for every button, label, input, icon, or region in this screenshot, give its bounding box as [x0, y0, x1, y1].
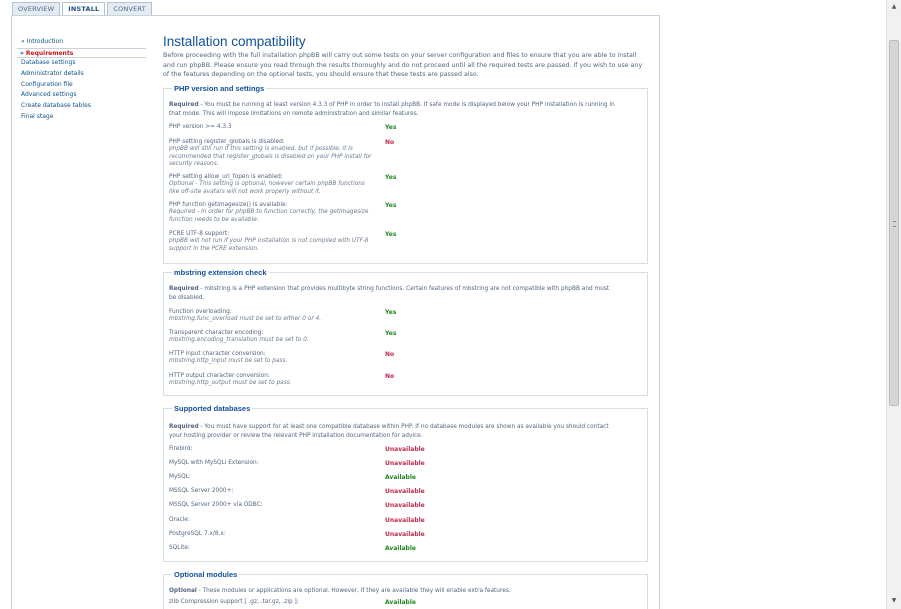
- page-content: [163, 34, 650, 80]
- menu-item-advanced-settings[interactable]: [17, 90, 144, 101]
- vertical-scrollbar[interactable]: [886, 0, 901, 609]
- description-text: - You must have support for at least one compatible database within PHP. If no database modules are shown as available you should contact your hosting provider or review the relevant PHP installation documentation for advice.: [169, 424, 609, 439]
- page-intro: Before proceeding with the full installation phpBB will carry out some tests on your server configuration and files to ensure that you are able to install and run phpBB. Please ensure you read through the results thoroughly and do not proceed until all the required tests are passed. If you wish to use any of the features depending on the optional tests, you should ensure that these tests are passed also.: [163, 52, 643, 78]
- description-text: - These modules or applications are optional. However, if they are available they will enable extra features.: [196, 588, 511, 594]
- menu-item-requirements[interactable]: [17, 48, 146, 59]
- grip-icon: [893, 221, 896, 227]
- status-value: Yes: [385, 330, 397, 337]
- row-title: PHP version >= 4.3.3: [169, 124, 232, 130]
- menu-item-label: Create database tables: [21, 102, 91, 110]
- status-value: No: [385, 139, 395, 146]
- optional-modules-section: [163, 570, 648, 609]
- row-label: [169, 139, 374, 168]
- row-title: HTTP input character conversion:: [169, 351, 266, 357]
- row-title: HTTP output character conversion:: [169, 373, 270, 379]
- row-label: [169, 231, 374, 253]
- menu-item-label: Advanced settings: [21, 91, 77, 99]
- row-label: [169, 351, 374, 366]
- page-title: Installation compatibility: [163, 34, 306, 49]
- description-text: - You must be running at least version 4.3.3 of PHP in order to install phpBB. If safe mode is displayed below your PHP installation is running in that mode. This will impose limitations on remote administration and similar features.: [169, 102, 615, 117]
- install-steps-menu: [17, 37, 144, 123]
- status-value: Yes: [385, 309, 397, 316]
- row-explain: phpBB will still run if this setting is enabled, but if possible, it is recommended that register_globals is disabled on your PHP install for security reasons.: [169, 146, 372, 167]
- menu-item-label: Final stage: [21, 112, 54, 120]
- status-value: Unavailable: [385, 517, 425, 524]
- menu-item-administrator-details[interactable]: [17, 69, 144, 80]
- menu-item-label: Configuration file: [21, 80, 73, 88]
- section-description: [169, 285, 617, 303]
- row-title: PCRE UTF-8 support:: [169, 231, 230, 237]
- row-explain: Optional - This setting is optional, however certain phpBB functions like off-site avatars will not work properly without it.: [169, 181, 365, 195]
- required-label: Required: [169, 102, 199, 108]
- scrollbar-thumb[interactable]: [889, 40, 899, 406]
- status-value: Yes: [385, 174, 397, 181]
- row-label: [169, 373, 374, 388]
- row-label: [169, 309, 374, 324]
- status-value: Unavailable: [385, 488, 425, 495]
- status-value: Yes: [385, 231, 397, 238]
- tab-convert[interactable]: CONVERT: [107, 2, 152, 15]
- row-label: MSSQL Server 2000+:: [169, 488, 234, 494]
- row-label: [169, 174, 374, 196]
- menu-item-label: Administrator details: [21, 70, 84, 78]
- menu-item-database-settings[interactable]: [17, 58, 144, 69]
- row-label: [169, 124, 374, 131]
- tab-overview[interactable]: OVERVIEW: [12, 2, 60, 15]
- row-label: SQLite:: [169, 545, 190, 551]
- row-explain: phpBB will not run if your PHP installation is not compiled with UTF-8 support in the PCRE extension.: [169, 238, 369, 252]
- row-title: PHP function getimagesize() is available:: [169, 202, 288, 208]
- status-value: Unavailable: [385, 531, 425, 538]
- install-tabs: [12, 2, 154, 16]
- menu-item-configuration-file[interactable]: [17, 80, 144, 91]
- menu-item-introduction[interactable]: [17, 37, 144, 48]
- required-label: Required: [169, 424, 199, 430]
- row-label: MySQL:: [169, 474, 191, 480]
- row-explain: mbstring.http_input must be set to pass.: [169, 358, 288, 365]
- row-label: PostgreSQL 7.x/8.x:: [169, 531, 226, 537]
- section-legend: Supported databases: [174, 404, 251, 413]
- section-description: [169, 587, 617, 596]
- row-label: Firebird:: [169, 446, 193, 452]
- arrow-down-icon[interactable]: ▼: [891, 597, 897, 604]
- menu-item-label: Database settings: [21, 59, 76, 67]
- status-value: No: [385, 351, 395, 358]
- row-explain: mbstring.http_output must be set to pass.: [169, 380, 292, 387]
- mbstring-section: [163, 268, 648, 396]
- menu-item-label: Requirements: [25, 49, 74, 57]
- row-title: Transparent character encoding:: [169, 330, 264, 336]
- status-value: Available: [385, 474, 416, 481]
- menu-item-final-stage[interactable]: [17, 112, 144, 123]
- status-value: Available: [385, 545, 416, 552]
- row-label: MSSQL Server 2000+ via ODBC:: [169, 502, 263, 508]
- row-title: Function overloading:: [169, 309, 232, 315]
- section-legend: Optional modules: [174, 570, 238, 579]
- arrow-up-icon[interactable]: ▲: [891, 3, 897, 10]
- section-legend: PHP version and settings: [174, 84, 265, 93]
- bullet-icon: »: [20, 49, 24, 57]
- row-explain: mbstring.func_overload must be set to either 0 or 4.: [169, 316, 322, 323]
- php-settings-section: [163, 84, 648, 264]
- row-label: zlib Compression support [ .gz, .tar.gz, .zip ]:: [169, 599, 299, 605]
- row-explain: Required - In order for phpBB to function correctly, the getimagesize function needs to be available.: [169, 209, 369, 223]
- menu-item-create-database-tables[interactable]: [17, 101, 144, 112]
- row-title: PHP setting register_globals is disabled:: [169, 139, 285, 145]
- status-value: Unavailable: [385, 460, 425, 467]
- row-title: PHP setting allow_url_fopen is enabled:: [169, 174, 283, 180]
- row-label: MySQL with MySQLi Extension:: [169, 460, 259, 466]
- row-explain: mbstring.encoding_translation must be set to 0.: [169, 337, 309, 344]
- section-description: [169, 101, 617, 119]
- status-value: Unavailable: [385, 446, 425, 453]
- supported-databases-section: [163, 404, 648, 562]
- row-label: [169, 330, 374, 345]
- description-text: - mbstring is a PHP extension that provides multibyte string functions. Certain features of mbstring are not compatible with phpBB and must be disabled.: [169, 286, 610, 301]
- section-description: [169, 423, 617, 441]
- status-value: Yes: [385, 124, 397, 131]
- row-label: Oracle:: [169, 517, 190, 523]
- status-value: Available: [385, 599, 416, 606]
- bullet-icon: »: [21, 38, 25, 45]
- status-value: Unavailable: [385, 502, 425, 509]
- optional-label: Optional: [169, 588, 197, 594]
- section-legend: mbstring extension check: [174, 268, 267, 277]
- status-value: Yes: [385, 202, 397, 209]
- row-label: [169, 202, 374, 224]
- status-value: No: [385, 373, 395, 380]
- tab-install[interactable]: INSTALL: [62, 2, 105, 16]
- menu-item-label: Introduction: [26, 38, 64, 45]
- required-label: Required: [169, 286, 199, 292]
